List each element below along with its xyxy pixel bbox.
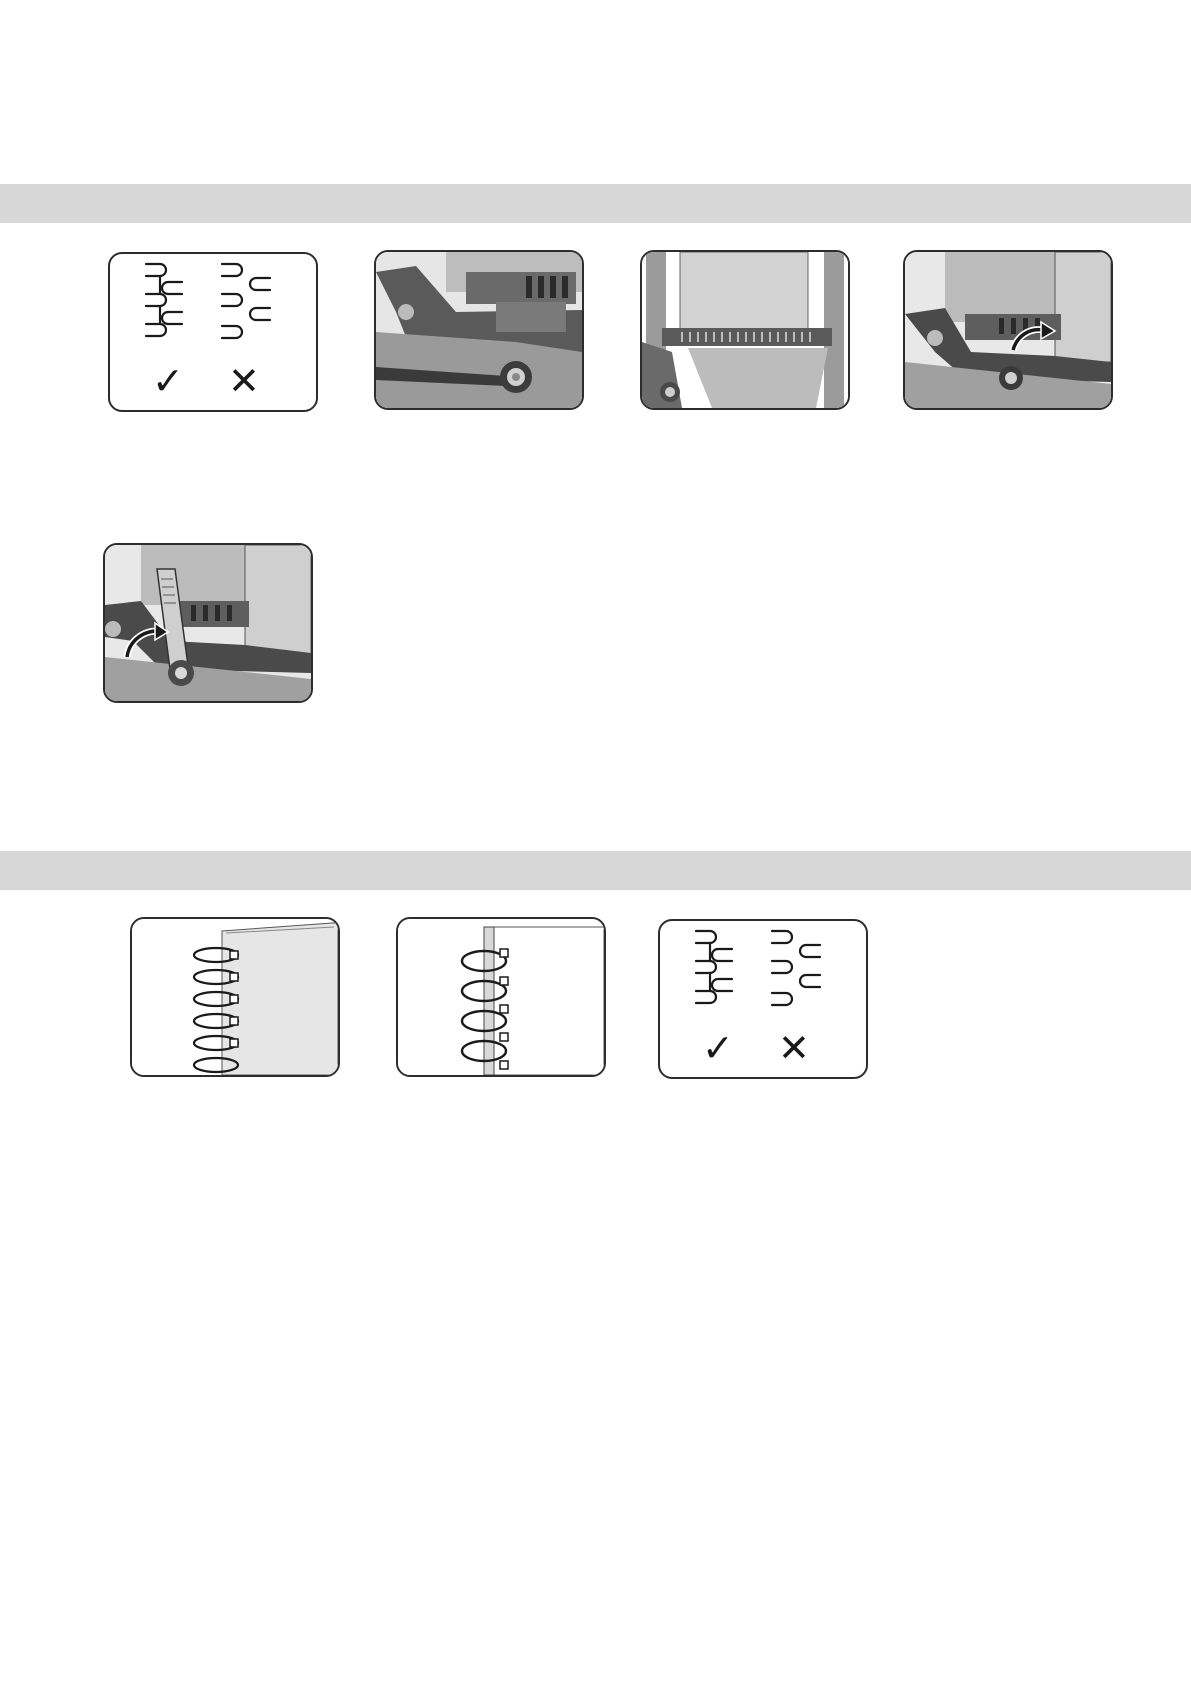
close-wire-illustration [905,252,1111,408]
insert-paper-panel [640,250,850,410]
correct-mark-2: ✓ [702,1026,734,1070]
lever-press-illustration [105,545,311,701]
wire-alignment-panel [108,252,318,412]
spiral-side-illustration [132,919,338,1075]
wire-alignment-panel-2 [658,919,868,1079]
correct-mark: ✓ [152,359,184,403]
lever-open-panel [374,250,584,410]
section-band-bottom [0,851,1191,890]
lever-press-panel [103,543,313,703]
spiral-front-illustration [398,919,604,1075]
close-wire-panel [903,250,1113,410]
wire-alignment-illustration [110,254,316,410]
section-band-top [0,184,1191,223]
incorrect-mark: ✕ [228,359,260,403]
incorrect-mark-2: ✕ [778,1026,810,1070]
insert-paper-illustration [642,252,848,408]
wire-alignment-illustration-2 [660,921,866,1077]
spiral-front-panel [396,917,606,1077]
spiral-side-panel [130,917,340,1077]
lever-open-illustration [376,252,582,408]
